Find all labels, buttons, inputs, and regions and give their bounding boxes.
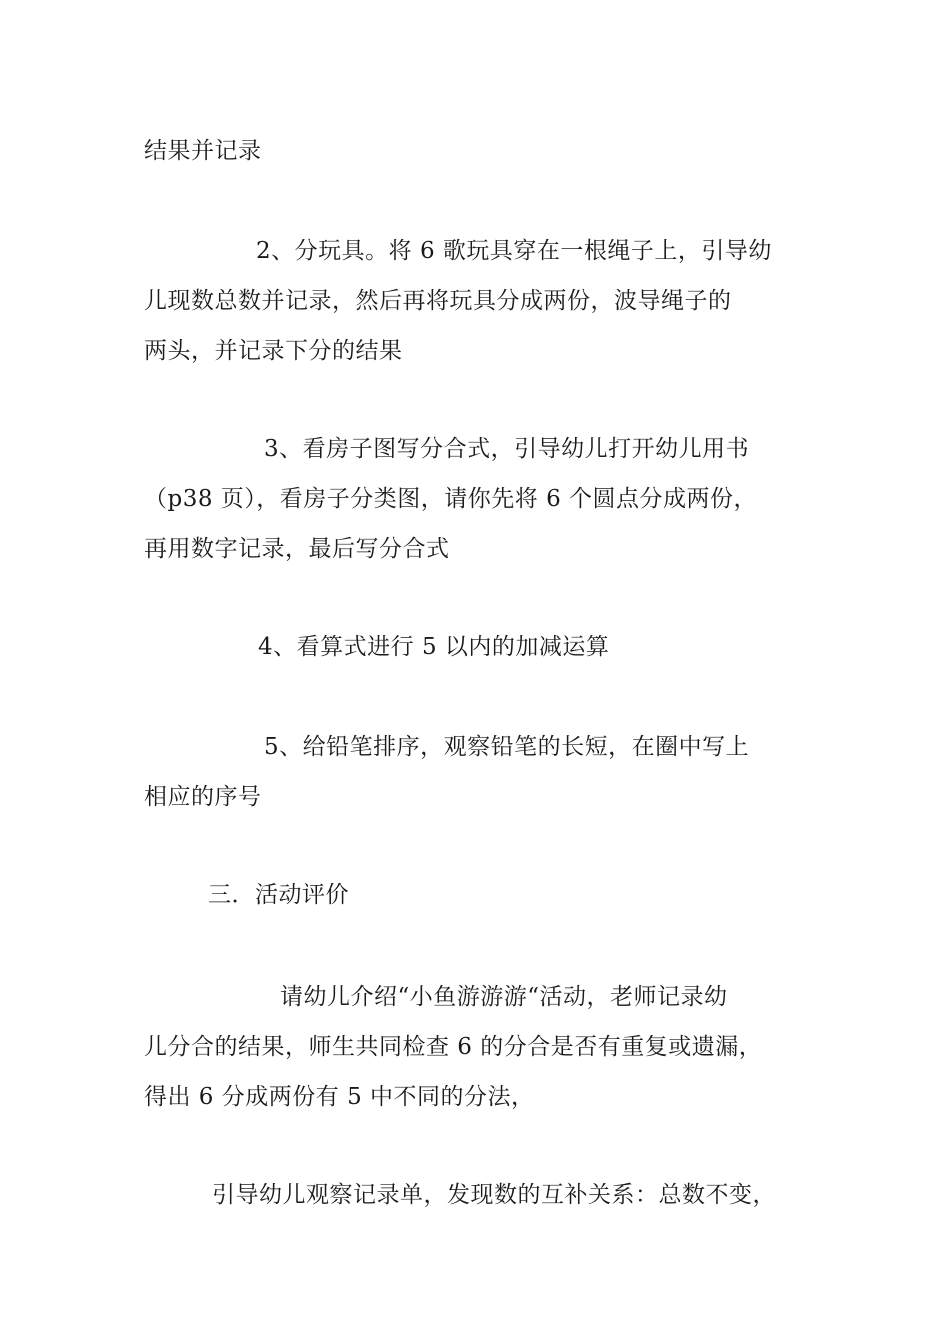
- paragraph-guide: [144, 1170, 814, 1220]
- text-line: 5、给铅笔排序，观察铅笔的长短，在圈中写上: [264, 734, 750, 760]
- text-line: 三．活动评价: [208, 882, 349, 908]
- text-line: 儿分合的结果，师生共同检查 6 的分合是否有重复或遗漏，: [144, 1034, 763, 1060]
- text-line: 引导幼儿观察记录单，发现数的互补关系：总数不变，: [212, 1182, 776, 1208]
- text-line: 结果并记录: [144, 138, 262, 164]
- text-line: 再用数字记录，最后写分合式: [144, 536, 450, 562]
- text-line: 2、分玩具。将 6 歌玩具穿在一根绳子上，引导幼: [256, 238, 772, 264]
- paragraph-continued: [144, 126, 814, 176]
- paragraph-step-2: [144, 226, 814, 376]
- text-line: 儿现数总数并记录，然后再将玩具分成两份，波导绳子的: [144, 288, 732, 314]
- text-line: 请幼儿介绍“小鱼游游游“活动，老师记录幼: [280, 984, 728, 1010]
- text-line: 两头，并记录下分的结果: [144, 338, 403, 364]
- text-line: 相应的序号: [144, 784, 262, 810]
- section-heading-activity-evaluation: [144, 870, 814, 920]
- text-line: （p38 页），看房子分类图，请你先将 6 个圆点分成两份，: [144, 486, 758, 512]
- paragraph-step-4: [144, 622, 814, 672]
- text-line: 3、看房子图写分合式，引导幼儿打开幼儿用书: [264, 436, 750, 462]
- paragraph-step-5: [144, 722, 814, 822]
- paragraph-evaluation: [144, 972, 814, 1122]
- text-line: 4、看算式进行 5 以内的加减运算: [258, 634, 610, 660]
- paragraph-step-3: [144, 424, 814, 574]
- text-line: 得出 6 分成两份有 5 中不同的分法，: [144, 1084, 535, 1110]
